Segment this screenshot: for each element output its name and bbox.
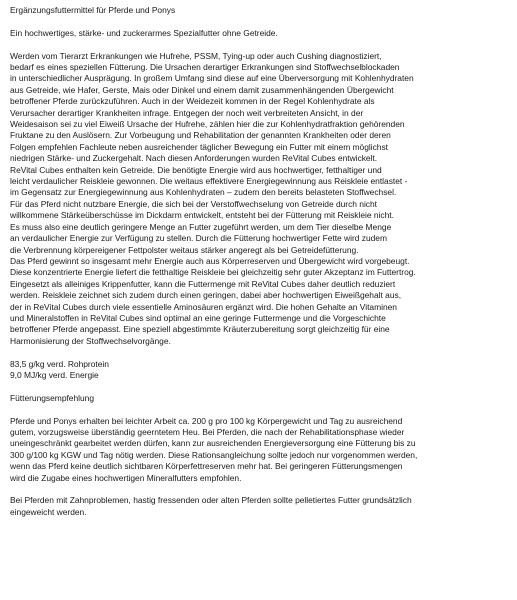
energy-value: 9,0 MJ/kg verd. Energie	[10, 369, 99, 380]
description-line: Es muss also eine deutlich geringere Menge an Futter zugeführt werden, um dem Tier dieselbe Menge	[10, 221, 392, 232]
description-line: Weidesaison sei zu viel Eiweiß Ursache der Hufrehe, zählen hier die zur Kohlenhydratfraktion gehörenden	[10, 119, 405, 130]
feeding-line: wird die Zugabe eines hochwertigen Mineralfutters empfohlen.	[10, 472, 242, 483]
product-subtitle: Ein hochwertiges, stärke- und zuckerarmes Spezialfutter ohne Getreide.	[10, 27, 278, 38]
description-line: Werden vom Tierarzt Erkrankungen wie Hufrehe, PSSM, Tying-up oder auch Cushing diagnostiziert,	[10, 50, 382, 61]
description-line: der in ReVital Cubes durch viele essentielle Aminosäuren ergänzt wird. Die hohen Gehalte an Vitaminen	[10, 301, 397, 312]
description-line: werden. Reiskleie zeichnet sich zudem durch einen geringen, dabei aber hochwertigen Eiweißgehalt aus,	[10, 290, 402, 301]
description-line: leicht verdaulicher Reiskleie gewonnen. Die weitaus effektivere Energiegewinnung aus Reiskleie entlastet -	[10, 176, 408, 187]
description-line: bedarf es eines speziellen Fütterung. Die Ursachen derartiger Erkrankungen sind Stoffwechselblockaden	[10, 62, 400, 72]
description-line: in unterschiedlicher Ausprägung. In großem Umfang sind diese auf eine Überversorgung mit Kohlenhydraten	[10, 73, 414, 84]
description-line: die Verbrennung körpereigener Fettpolster weitaus stärker angeregt als bei Getreidefütterung.	[10, 244, 359, 255]
spacer	[10, 484, 509, 495]
spacer	[10, 39, 509, 50]
description-line: Für das Pferd nicht nutzbare Energie, die sich bei der Verstoffwechselung von Getreide durch nicht	[10, 198, 377, 209]
description-line: betroffener Pferde zurückzuführen. Auch in der Weidezeit kommen in der Regel Kohlenhydrate als	[10, 96, 375, 107]
note-line: Bei Pferden mit Zahnproblemen, hastig fressenden oder alten Pferden sollte pelletiertes Futter grundsätzlich	[10, 495, 412, 506]
feeding-paragraph	[10, 416, 509, 484]
feeding-line: uneingeschränkt gearbeitet werden dürfen, kann zur ausreichenden Energieversorgung eine Fütterung bis zu	[10, 438, 416, 449]
description-line: an verdaulicher Energie zur Verfügung zu stellen. Durch die Fütterung hochwertiger Fette wird zudem	[10, 233, 387, 244]
description-line: willkommene Stärkeüberschüsse im Dickdarm entwickelt, entsteht bei der Fütterung mit Reiskleie nicht.	[10, 210, 394, 221]
description-line: Folgen empfehlen Fachleute neben ausreichender täglicher Bewegung ein Futter mit einem möglichst	[10, 141, 388, 152]
feeding-line: 300 g/100 kg KGW und Tag nötig werden. Diese Rationsangleichung sollte jedoch nur vorgenommen werden,	[10, 449, 418, 460]
product-title: Ergänzungsfuttermittel für Pferde und Ponys	[10, 5, 176, 15]
description-paragraph	[10, 51, 509, 348]
nutrition-values	[10, 359, 509, 382]
description-line: niedrigen Stärke- und Zuckergehalt. Nach diesen Anforderungen wurden ReVital Cubes entwickelt.	[10, 153, 378, 164]
description-line: und Mineralstoffen in ReVital Cubes sind optimal an eine geringe Futtermenge und die Vorgeschichte	[10, 312, 386, 323]
feeding-line: wenn das Pferd keine deutlich sichtbaren Körperfettreserven mehr hat. Bei geringeren Fütterungsmengen	[10, 461, 403, 472]
note-paragraph	[10, 495, 509, 518]
description-line: Das Pferd gewinnt so insgesamt mehr Energie auch aus Körperreserven und Übergewicht wird vorgebeugt.	[10, 255, 410, 266]
spacer	[10, 16, 509, 27]
description-line: Eingesetzt als alleiniges Krippenfutter, kann die Futtermenge mit ReVital Cubes daher deutlich reduziert	[10, 278, 396, 289]
feeding-line: Pferde und Ponys erhalten bei leichter Arbeit ca. 200 g pro 100 kg Körpergewicht und Tag zu ausreichend	[10, 415, 403, 426]
description-line: Diese konzentrierte Energie liefert die fetthaltige Reiskleie bei gleichzeitig sehr guter Akzeptanz im Futtertrog.	[10, 267, 416, 278]
description-line: Harmonisierung der Stoffwechselvorgänge.	[10, 335, 171, 346]
spacer	[10, 347, 509, 358]
description-line: ReVital Cubes enthalten kein Getreide. Die benötigte Energie wird aus hochwertiger, fetthaltiger und	[10, 164, 382, 175]
description-line: Verursacher derartiger Krankheiten infrage. Entgegen der noch weit verbreiteten Ansicht, in der	[10, 107, 364, 118]
description-line: betroffener Pferde angepasst. Eine speziell abgestimmte Kräuterzubereitung sorgt gleichzeitig für eine	[10, 324, 390, 335]
spacer	[10, 381, 509, 392]
description-line: im Gegensatz zur Energiegewinnung aus Kohlenhydraten – zudem den bereits belasteten Stoffwechsel.	[10, 187, 397, 198]
protein-value: 83,5 g/kg verd. Rohprotein	[10, 358, 109, 369]
spacer	[10, 404, 509, 415]
feeding-line: gutem, vorzugsweise überständig geerntetem Heu. Bei Pferden, die nach der Rehabilitationsphase wieder	[10, 426, 405, 437]
description-line: Fruktane zu den Auslösern. Zur Vorbeugung und Rehabilitation der genannten Krankheiten oder deren	[10, 130, 391, 141]
feeding-heading: Fütterungsempfehlung	[10, 392, 95, 403]
description-line: aus Getreide, wie Hafer, Gerste, Mais oder Dinkel und einem damit zusammenhängenden Übergewicht	[10, 84, 394, 95]
note-line: eingeweicht werden.	[10, 506, 87, 517]
